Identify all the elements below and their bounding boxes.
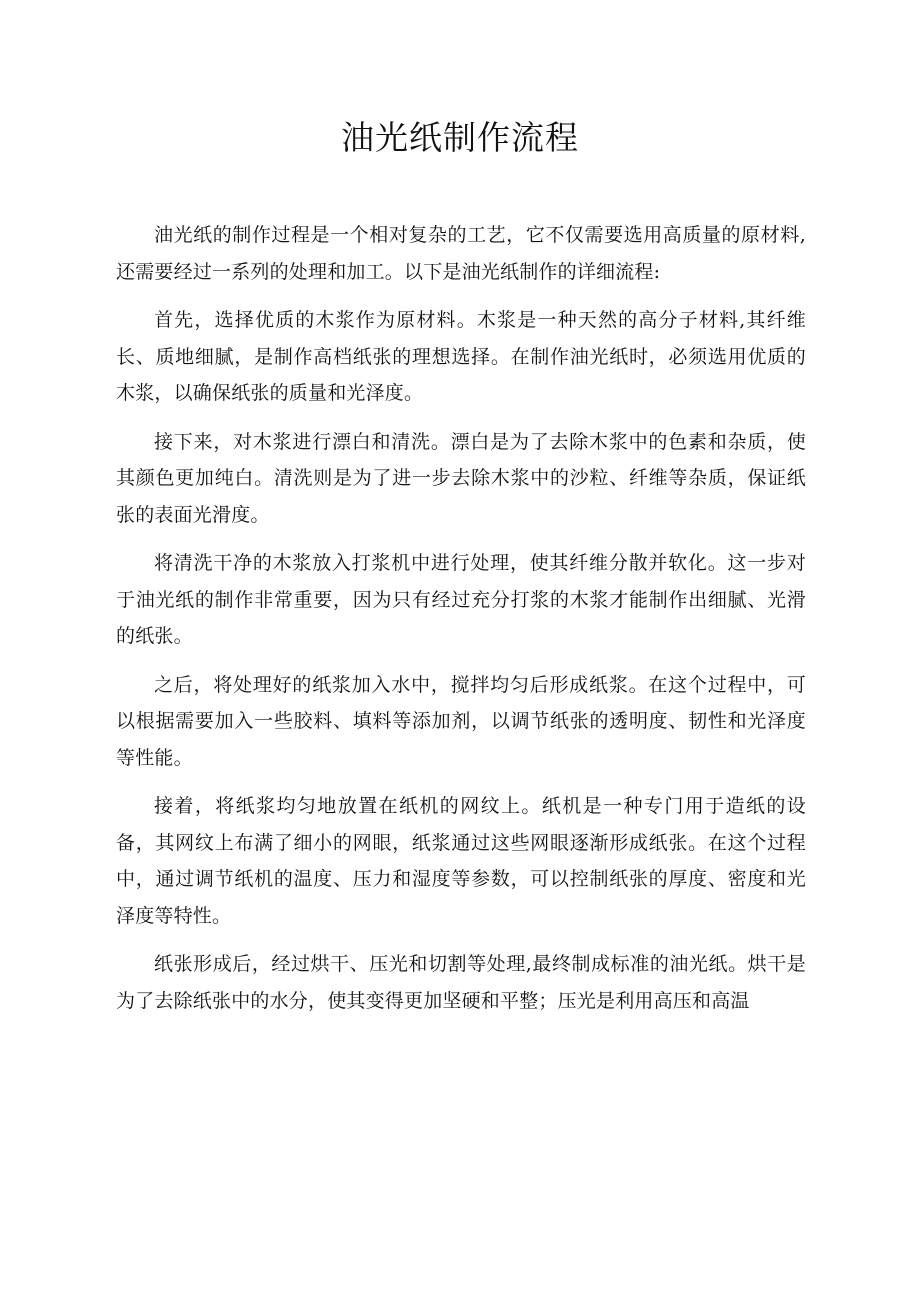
paragraph-raw-material: 首先，选择优质的木浆作为原材料。木浆是一种天然的高分子材料,其纤维长、质地细腻，是制作高档纸张的理想选择。在制作油光纸时，必须选用优质的木浆，以确保纸张的质量和光泽度。	[116, 309, 806, 404]
paragraph-forming: 接着，将纸浆均匀地放置在纸机的网纹上。纸机是一种专门用于造纸的设备，其网纹上布满了细小的网眼，纸浆通过这些网眼逐渐形成纸张。在这个过程中，通过调节纸机的温度、压力和湿度等参数，可以控制纸张的厚度、密度和光泽度等特性。	[116, 795, 806, 927]
paragraph-intro: 油光纸的制作过程是一个相对复杂的工艺，它不仅需要选用高质量的原材料,还需要经过一系列的处理和加工。以下是油光纸制作的详细流程:	[116, 224, 806, 283]
paragraph-finishing: 纸张形成后，经过烘干、压光和切割等处理,最终制成标准的油光纸。烘干是为了去除纸张中的水分，使其变得更加坚硬和平整；压光是利用高压和高温	[116, 953, 806, 1012]
paragraph-pulping: 之后，将处理好的纸浆加入水中，搅拌均匀后形成纸浆。在这个过程中，可以根据需要加入一些胶料、填料等添加剂，以调节纸张的透明度、韧性和光泽度等性能。	[116, 673, 806, 769]
paragraph-bleaching: 接下来，对木浆进行漂白和清洗。漂白是为了去除木浆中的色素和杂质，使其颜色更加纯白。清洗则是为了进一步去除木浆中的沙粒、纤维等杂质，保证纸张的表面光滑度。	[116, 430, 806, 526]
document-title: 油光纸制作流程	[341, 118, 579, 157]
document-body	[116, 217, 806, 1031]
paragraph-beating: 将清洗干净的木浆放入打浆机中进行处理，使其纤维分散并软化。这一步对于油光纸的制作非常重要，因为只有经过充分打浆的木浆才能制作出细腻、光滑的纸张。	[116, 552, 806, 647]
